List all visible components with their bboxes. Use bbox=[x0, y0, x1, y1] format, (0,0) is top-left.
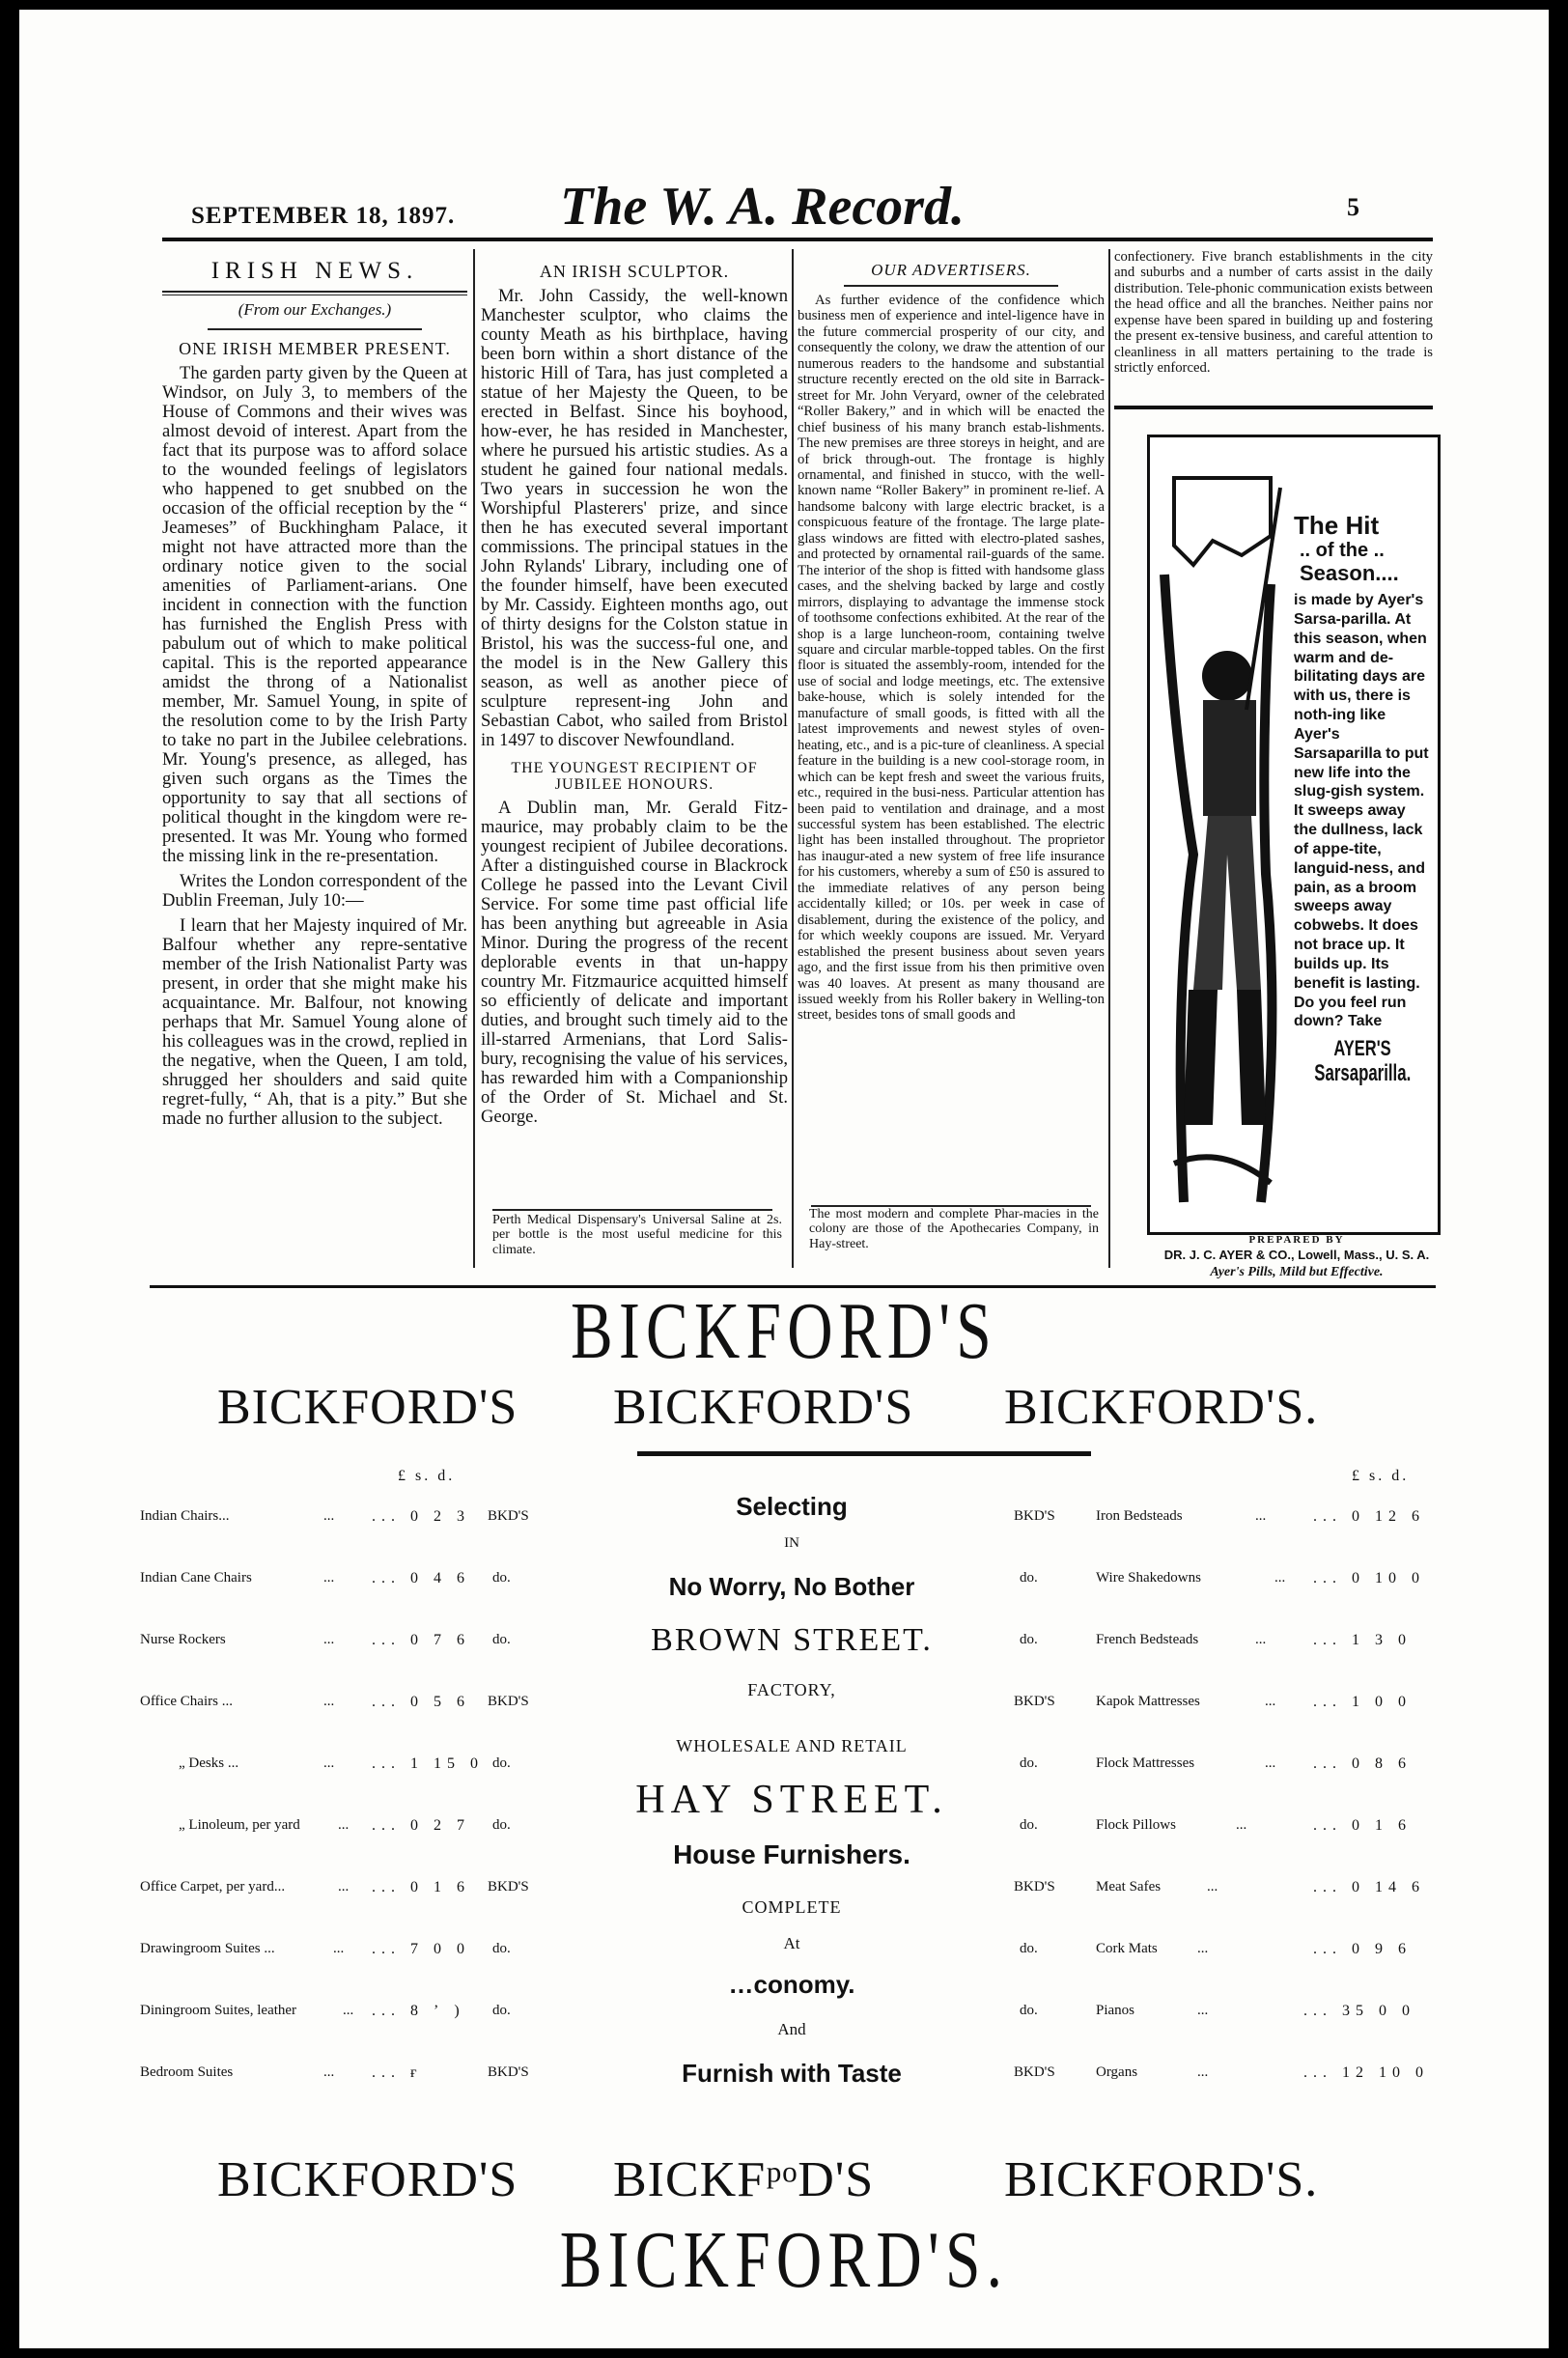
item-name: Cork Mats bbox=[1096, 1941, 1158, 1956]
ad-furnish-taste: Furnish with Taste bbox=[682, 2059, 902, 2088]
item-tag: do. bbox=[492, 1755, 511, 1771]
item-price: ... 35 0 0 bbox=[1303, 2003, 1415, 2019]
item-name: Meat Safes bbox=[1096, 1879, 1162, 1895]
list-item bbox=[1014, 1941, 1439, 2003]
bickfords-name: BICKFORD'S. bbox=[1004, 2152, 1319, 2207]
item-dots: ... bbox=[323, 1570, 335, 1586]
item-tag: do. bbox=[492, 1817, 511, 1833]
bickfords-name: BICKFᵖᵒD'S bbox=[613, 2152, 875, 2207]
item-dots: ... bbox=[323, 1755, 335, 1771]
list-item bbox=[140, 1817, 546, 1879]
currency-header: £ s. d. bbox=[398, 1468, 456, 1484]
bickfords-name: BICKFORD'S bbox=[613, 1380, 914, 1435]
list-item bbox=[1014, 1694, 1439, 1755]
list-item bbox=[1014, 1817, 1439, 1879]
item-name: Iron Bedsteads bbox=[1096, 1508, 1183, 1524]
item-tag: do. bbox=[1020, 1755, 1038, 1771]
column-divider bbox=[1108, 249, 1110, 1268]
list-item bbox=[140, 2003, 546, 2064]
divider bbox=[208, 328, 421, 330]
ad-wholesale: WHOLESALE AND RETAIL bbox=[676, 1736, 908, 1755]
item-name: Bedroom Suites bbox=[140, 2064, 234, 2080]
item-tag: do. bbox=[1020, 1632, 1038, 1647]
list-item bbox=[1014, 2064, 1439, 2126]
item-dots: ... bbox=[1197, 1941, 1209, 1956]
item-name: Office Carpet, per yard... bbox=[140, 1879, 286, 1895]
ad-headline: .. of the .. bbox=[1300, 540, 1385, 562]
ad-headline: The Hit bbox=[1294, 511, 1380, 540]
item-price: ... 7 0 0 bbox=[372, 1941, 470, 1957]
item-dots: ... bbox=[333, 1941, 345, 1956]
item-dots: ... bbox=[1265, 1694, 1276, 1709]
item-dots: ... bbox=[323, 1632, 335, 1647]
column-divider bbox=[473, 249, 475, 1268]
item-name: Office Chairs ... bbox=[140, 1694, 233, 1709]
item-dots: ... bbox=[338, 1879, 350, 1895]
list-item bbox=[1014, 1570, 1439, 1632]
ad-in: IN bbox=[784, 1535, 799, 1551]
item-dots: ... bbox=[1197, 2064, 1209, 2080]
item-price: ... 0 2 7 bbox=[372, 1817, 470, 1834]
item-dots: ... bbox=[338, 1817, 350, 1833]
item-name: Indian Cane Chairs bbox=[140, 1570, 252, 1586]
bickfords-banner: BICKFORD'S. bbox=[559, 2215, 1009, 2305]
list-item bbox=[140, 1508, 546, 1570]
item-name: Flock Mattresses bbox=[1096, 1755, 1195, 1771]
item-name: „ Desks ... bbox=[179, 1755, 239, 1771]
currency-header: £ s. d. bbox=[1352, 1468, 1410, 1484]
item-name: Organs bbox=[1096, 2064, 1138, 2080]
item-name: Drawingroom Suites ... bbox=[140, 1941, 275, 1956]
ad-maker: DR. J. C. AYER & CO., Lowell, Mass., U. S. A. bbox=[1163, 1248, 1430, 1262]
article-paragraph: As further evidence of the confidence which business men of experience and intel-ligence have in the future commercial prosperity of our city, and consequently the colony, we draw the attention of our numerous readers to the handsome and substantial structure recently erected on the old site in Barrack-street for Mr. John Veryard, owner of the celebrated “Roller Bakery,” and in which will be enacted the chief business of his many branch estab-lishments. The new premises are three storeys in height, and are of brick through-out. The frontage is highly ornamental, and finished in stucco, with the well-known name “Roller Bakery” in prominent re-lief. A handsome balcony with large electric bracket, is a conspicuous feature of the frontage. The large plate-glass windows are fitted with electro-plated sashes, and protected by ornamental rail-guards of the same. The interior of the shop is fitted with handsome glass cases, and the shelving backed by large and costly mirrors, displaying to advantage the immense stock of toothsome confections exhibited. At the rear of the shop is a large luncheon-room, containing twelve square and circular marble-topped tables. On the first floor is situated the assembly-room, intended for the use of social and lodge meetings, etc. The extensive bake-house, which is solely intended for the manufacture of small goods, is fitted with all the latest improvements and newest styles of oven-heating, etc., and is a pic-ture of cleanliness. A special feature in the building is a new cool-storage room, in which can be kept fresh and sweet the various fruits, etc., required in the busi-ness. Particular attention has been paid to ventilation and drainage, and a most successful system has been established. The electric light has been installed throughout. The proprietor has inaugur-ated a new system of free life insurance for his customers, whereby a sum of £50 is assured to the immediate relatives of any person being accidentally killed; or 10s. per week in case of disablement, during the existence of the policy, and for which weekly coupons are issued. Mr. Veryard established the present business about seven years ago, and the first issue from his then primitive oven was 40 loaves. At present as many thousand are issued weekly from his Roller bakery in Welling-ton street, besides tons of small goods and bbox=[798, 293, 1105, 1024]
bickfords-name: BICKFORD'S. bbox=[1004, 1380, 1319, 1435]
list-item bbox=[1014, 1755, 1439, 1817]
article-heading: THE YOUNGEST RECIPIENT OF JUBILEE HONOURS. bbox=[511, 759, 758, 794]
ad-headline: Season.... bbox=[1300, 560, 1399, 585]
item-price: ... 0 5 6 bbox=[372, 1694, 470, 1710]
ad-brown-street: BROWN STREET. bbox=[651, 1622, 933, 1658]
item-price: ... 1 3 0 bbox=[1313, 1632, 1412, 1648]
list-item bbox=[140, 1694, 546, 1755]
item-tag: do. bbox=[492, 2003, 511, 2018]
item-price: ... 8 ʼ ) bbox=[372, 2003, 465, 2019]
ayers-ad-copy bbox=[1294, 512, 1431, 1087]
bickfords-name: BICKFORD'S bbox=[217, 2152, 518, 2207]
item-price: ... 0 7 6 bbox=[372, 1632, 470, 1648]
ad-brand: Sarsaparilla. bbox=[1314, 1059, 1412, 1086]
article-paragraph: Writes the London correspondent of the Dublin Freeman, July 10:— bbox=[162, 871, 467, 912]
item-dots: ... bbox=[1207, 1879, 1218, 1895]
bickfords-banner: BICKFORD'S bbox=[571, 1286, 997, 1376]
column-irish-news bbox=[162, 249, 467, 1135]
item-tag: BKD'S bbox=[488, 2064, 529, 2080]
list-item bbox=[1014, 2003, 1439, 2064]
item-price: ... 1 15 0 bbox=[372, 1755, 484, 1772]
section-rule bbox=[162, 291, 467, 295]
ad-and: And bbox=[777, 2020, 806, 2038]
item-tag: do. bbox=[1020, 2003, 1038, 2018]
item-name: Pianos bbox=[1096, 2003, 1135, 2018]
list-item bbox=[140, 1570, 546, 1632]
article-heading: AN IRISH SCULPTOR. bbox=[539, 262, 730, 281]
issue-date: SEPTEMBER 18, 1897. bbox=[191, 203, 456, 229]
article-paragraph: Mr. John Cassidy, the well-known Manchester sculptor, who claims the county Meath as his birthplace, having been born within a short distance of the historic Hill of Tara, has just completed a statue of her Majesty the Queen, to be erected in Belfast. Since his boyhood, how-ever, he has resided in Manchester, where he pursued his artistic studies. As a student he gained four national medals. Two years in succession he won the Worshipful Plasterers' prize, and since then he has executed several important commissions. The principal statues in the John Rylands' Library, including one of the founder himself, have been executed by Mr. Cassidy. Eighteen months ago, out of thirty designs for the Colston statue in Bristol, his was the success-ful one, and the model is in the New Gallery this season, as well as another piece of sculpture represent-ing John and Sebastian Cabot, who sailed from Bristol in 1497 to discover Newfoundland. bbox=[481, 286, 788, 750]
bickfords-name: BICKFORD'S bbox=[217, 1380, 518, 1435]
item-name: Nurse Rockers bbox=[140, 1632, 226, 1647]
item-tag: do. bbox=[1020, 1941, 1038, 1956]
item-tag: BKD'S bbox=[1014, 1879, 1055, 1895]
item-tag: do. bbox=[492, 1941, 511, 1956]
item-price: ... 0 4 6 bbox=[372, 1570, 470, 1586]
item-dots: ... bbox=[323, 1694, 335, 1709]
divider bbox=[492, 1209, 772, 1211]
item-tag: BKD'S bbox=[1014, 1694, 1055, 1709]
item-price: ... 0 9 6 bbox=[1313, 1941, 1412, 1957]
page-number: 5 bbox=[1347, 193, 1359, 221]
item-tag: do. bbox=[1020, 1817, 1038, 1833]
list-item bbox=[1014, 1632, 1439, 1694]
item-name: French Bedsteads bbox=[1096, 1632, 1199, 1647]
column-sculptor bbox=[481, 249, 788, 1133]
newspaper-page bbox=[19, 10, 1549, 2348]
item-name: „ Linoleum, per yard bbox=[179, 1817, 300, 1833]
ad-factory: FACTORY, bbox=[747, 1680, 836, 1699]
item-tag: BKD'S bbox=[1014, 1508, 1055, 1524]
item-dots: ... bbox=[323, 2064, 335, 2080]
ad-body: is made by Ayer's Sarsa-parilla. At this season, when warm and de-bilitating days are with us, there is noth-ing like Ayer's Sarsaparilla to put new life into the slug-gish system. It sweeps away the dullness, lack of appe-tite, languid-ness, and pain, as a broom sweeps away cobwebs. It does not brace up. It builds up. Its benefit is lasting. Do you feel run down? Take bbox=[1294, 592, 1429, 1030]
item-price: ... 0 10 0 bbox=[1313, 1570, 1425, 1586]
ad-selecting: Selecting bbox=[736, 1492, 848, 1521]
item-dots: ... bbox=[1255, 1632, 1267, 1647]
item-dots: ... bbox=[1274, 1570, 1286, 1586]
item-price: ... 0 14 6 bbox=[1313, 1879, 1425, 1895]
list-item bbox=[140, 1632, 546, 1694]
article-heading: OUR ADVERTISERS. bbox=[871, 261, 1031, 279]
ad-brand: AYER'S bbox=[1333, 1036, 1391, 1061]
item-tag: BKD'S bbox=[488, 1508, 529, 1524]
article-paragraph: The garden party given by the Queen at Windsor, on July 3, to members of the House of Commons and their wives was almost devoid of interest. Apart from the fact that its purpose was to afford solace to the wounded feelings of legislators who happened to get snubbed on the occasion of the official reception by the “ Jeameses” of Buckhingham Palace, it might not have attracted more than the ordinary notice given to the social amenities of Parliament-arians. One incident in connection with the function has furnished the English Press with pabulum out of which to make political capital. This is the reported appearance amidst the throng of a Nationalist member, Mr. Samuel Young, in spite of the resolution come to by the Irish Party to take no part in the Jubilee celebrations. Mr. Young's presence, as alleged, has given such organs as the Times the opportunity to say that all sections of political thought in the kingdom were re-presented. It was Mr. Young who formed the missing link in the re-presentation. bbox=[162, 363, 467, 867]
golfer-illustration-icon bbox=[1155, 449, 1290, 1221]
list-item bbox=[140, 1941, 546, 2003]
item-tag: do. bbox=[1020, 1570, 1038, 1586]
item-tag: do. bbox=[492, 1632, 511, 1647]
item-price: ... 0 12 6 bbox=[1313, 1508, 1425, 1525]
article-paragraph: A Dublin man, Mr. Gerald Fitz-maurice, may probably claim to be the youngest recipient of Jubilee decorations. After a distinguished course in Blackrock College he passed into the Levant Civil Service. For some time past official life has been anything but agreeable in Asia Minor. During the progress of the recent deplorable events in that un-happy country Mr. Fitzmaurice acquitted himself so efficiently of delicate and important duties, and brought such timely aid to the ill-starred Armenians, that Lord Salis-bury, recognising the value of his services, has rewarded him with a Companionship of the Order of St. Michael and St. George. bbox=[481, 798, 788, 1128]
ad-economy: …conomy. bbox=[728, 1970, 855, 1999]
list-item bbox=[1014, 1508, 1439, 1570]
item-price: ... 0 8 6 bbox=[1313, 1755, 1412, 1772]
item-name: Wire Shakedowns bbox=[1096, 1570, 1201, 1586]
item-dots: ... bbox=[1197, 2003, 1209, 2018]
item-dots: ... bbox=[323, 1508, 335, 1524]
list-item bbox=[140, 1879, 546, 1941]
divider bbox=[844, 285, 1059, 287]
ad-no-worry: No Worry, No Bother bbox=[668, 1572, 915, 1601]
pharmacy-notice: The most modern and complete Phar-macies in the colony are those of the Apothecaries Company, in Hay-street. bbox=[809, 1207, 1099, 1251]
column-divider bbox=[792, 249, 794, 1268]
item-name: Kapok Mattresses bbox=[1096, 1694, 1200, 1709]
item-dots: ... bbox=[343, 2003, 354, 2018]
item-price: ... 12 10 0 bbox=[1303, 2064, 1429, 2081]
dispensary-notice: Perth Medical Dispensary's Universal Saline at 2s. per bottle is the most useful medicine for this climate. bbox=[492, 1213, 782, 1257]
ad-hay-street: HAY STREET. bbox=[635, 1778, 948, 1822]
item-tag: do. bbox=[492, 1570, 511, 1586]
section-title: IRISH NEWS. bbox=[210, 258, 419, 284]
divider-bar bbox=[637, 1451, 1091, 1456]
list-item bbox=[140, 2064, 546, 2126]
item-tag: BKD'S bbox=[1014, 2064, 1055, 2080]
masthead-rule bbox=[162, 238, 1433, 241]
item-name: Diningroom Suites, leather bbox=[140, 2003, 297, 2018]
item-price: ... ғ bbox=[372, 2064, 423, 2081]
right-price-list bbox=[1014, 1508, 1439, 2126]
article-paragraph: I learn that her Majesty inquired of Mr. Balfour whether any repre-sentative member of the Irish Nationalist Party was present, in order that she might make his acquaintance. Mr. Balfour, not knowing perhaps that Mr. Samuel Young alone of his colleagues was in the crowd, replied in the negative, when the Queen, I am told, shrugged her shoulders and said quite regret-fully, “ Ah, that is a pity.” But she made no further allusion to the subject. bbox=[162, 915, 468, 1129]
newspaper-title: The W. A. Record. bbox=[560, 177, 965, 237]
ad-pills-line: Ayer's Pills, Mild but Effective. bbox=[1210, 1265, 1384, 1279]
ad-at: At bbox=[783, 1934, 800, 1952]
ad-prepared-by: PREPARED BY bbox=[1248, 1234, 1345, 1246]
item-price: ... 0 2 3 bbox=[372, 1508, 470, 1525]
column-advertisers bbox=[798, 249, 1105, 1029]
item-name: Flock Pillows bbox=[1096, 1817, 1176, 1833]
item-dots: ... bbox=[1265, 1755, 1276, 1771]
item-dots: ... bbox=[1255, 1508, 1267, 1524]
article-paragraph: confectionery. Five branch establishments in the city and suburbs and a number of carts assist in the daily distribution. Tele-phonic communication exists between the head office and all the branches. Neither pains nor expense have been spared in building up and fostering the present ex-tensive business, and careful attention to cleanliness in all matters pertaining to the trade is strictly enforced. bbox=[1114, 249, 1433, 377]
ad-complete: COMPLETE bbox=[742, 1897, 842, 1917]
item-price: ... 0 1 6 bbox=[1313, 1817, 1412, 1834]
item-price: ... 0 1 6 bbox=[372, 1879, 470, 1895]
item-dots: ... bbox=[1236, 1817, 1247, 1833]
divider bbox=[1114, 406, 1433, 409]
item-name: Indian Chairs... bbox=[140, 1508, 230, 1524]
item-price: ... 1 0 0 bbox=[1313, 1694, 1412, 1710]
ad-house-furnishers: House Furnishers. bbox=[673, 1839, 910, 1869]
article-heading: ONE IRISH MEMBER PRESENT. bbox=[179, 339, 451, 359]
item-tag: BKD'S bbox=[488, 1879, 529, 1895]
column-continued bbox=[1114, 249, 1433, 382]
source-note: (From our Exchanges.) bbox=[238, 299, 392, 319]
item-tag: BKD'S bbox=[488, 1694, 529, 1709]
list-item bbox=[1014, 1879, 1439, 1941]
list-item bbox=[140, 1755, 546, 1817]
left-price-list bbox=[140, 1508, 546, 2126]
